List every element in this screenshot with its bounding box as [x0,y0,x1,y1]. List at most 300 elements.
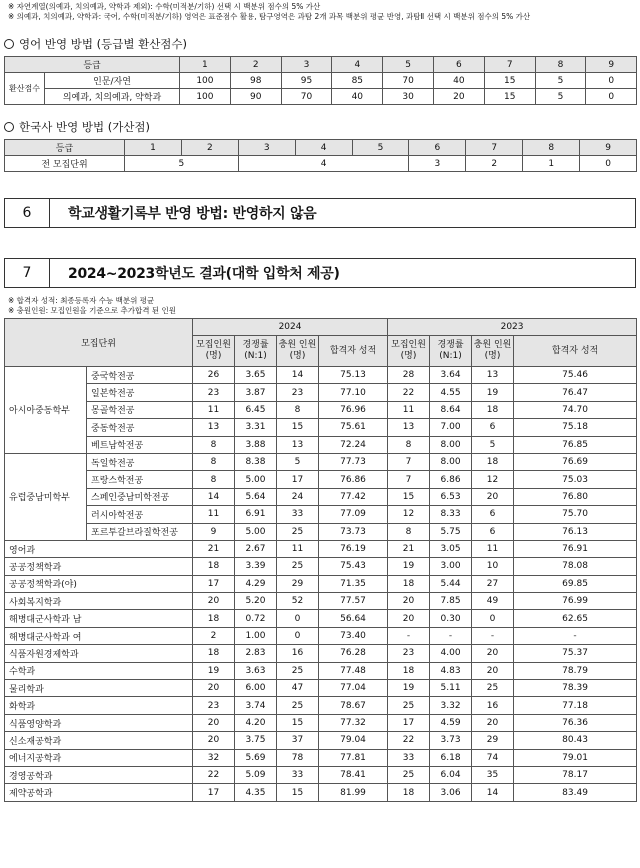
value-cell: 0 [277,610,319,627]
value-cell: 77.10 [319,384,388,401]
value-cell: 19 [388,680,430,697]
unit-name: 스페인중남미학전공 [87,488,193,505]
score-cell: 30 [383,89,434,105]
unit-name: 공공정책학과(야) [5,575,193,592]
value-cell: 33 [388,749,430,766]
value-cell: 37 [277,732,319,749]
score-cell: 70 [383,73,434,89]
score-cell: 95 [281,73,332,89]
value-cell: 11 [388,401,430,418]
grade-cell: 3 [238,140,295,156]
col-header: 합격자 성적 [319,336,388,367]
value-cell: 7 [388,453,430,470]
row-label: 전 모집단위 [5,156,125,172]
english-section-title: 영어 반영 방법 (등급별 환산점수) [4,36,640,52]
value-cell: 5 [277,453,319,470]
value-cell: 3.39 [235,558,277,575]
table-row [5,645,637,662]
value-cell: 20 [388,593,430,610]
value-cell: 76.91 [514,540,637,557]
value-cell: 21 [193,540,235,557]
col-header: 경쟁률 (N:1) [235,336,277,367]
table-row [5,697,637,714]
value-cell: 6 [472,419,514,436]
result-notes [0,296,640,316]
value-cell: 20 [472,645,514,662]
value-cell: 25 [277,558,319,575]
score-cell: 15 [484,89,535,105]
value-cell: 18 [472,401,514,418]
value-cell: 7 [388,471,430,488]
grade-cell: 4 [295,140,352,156]
table-row [5,419,637,436]
table-row [5,540,637,557]
table-row [5,749,637,766]
value-cell: 21 [388,540,430,557]
unit-name: 영어과 [5,540,193,557]
value-cell: - [388,627,430,644]
value-cell: 0 [277,627,319,644]
value-cell: 3.06 [430,784,472,801]
value-cell: 6.00 [235,680,277,697]
unit-name: 중동학전공 [87,419,193,436]
grade-cell: 4 [332,57,383,73]
unit-name: 프랑스학전공 [87,471,193,488]
unit-name: 일본학전공 [87,384,193,401]
value-cell: 18 [193,645,235,662]
value-cell: 11 [472,540,514,557]
value-cell: 23 [193,697,235,714]
value-cell: 75.46 [514,367,637,384]
value-cell: 5.09 [235,766,277,783]
value-cell: 76.28 [319,645,388,662]
score-cell: 2 [466,156,523,172]
value-cell: 2 [193,627,235,644]
unit-name: 중국학전공 [87,367,193,384]
value-cell: 22 [193,766,235,783]
value-cell: 4.29 [235,575,277,592]
value-cell: 77.42 [319,488,388,505]
value-cell: 77.81 [319,749,388,766]
english-table [4,56,637,105]
value-cell: 8 [388,523,430,540]
value-cell: 83.49 [514,784,637,801]
value-cell: 7.85 [430,593,472,610]
value-cell: 3.64 [430,367,472,384]
circle-bullet-icon [4,39,14,49]
grade-cell: 6 [409,140,466,156]
note-line: ※ 합격자 성적: 최종등록자 수능 백분위 평균 [8,296,155,305]
value-cell: 77.18 [514,697,637,714]
value-cell: 79.04 [319,732,388,749]
row-label: 의예과, 치의예과, 약학과 [45,89,180,105]
value-cell: 20 [193,732,235,749]
group-name: 유럽중남미학부 [5,453,87,540]
grade-cell: 1 [180,57,231,73]
value-cell: 16 [472,697,514,714]
grade-cell: 5 [352,140,409,156]
value-cell: 20 [193,680,235,697]
value-cell: 25 [388,697,430,714]
note-line: ※ 자연계열(의예과, 치의예과, 약학과 제외): 수학(미적분/기하) 선택 시 백분위 점수의 5% 가산 [8,2,321,11]
value-cell: 72.24 [319,436,388,453]
value-cell: 56.64 [319,610,388,627]
value-cell: 25 [388,766,430,783]
year-header: 2024 [193,319,388,336]
value-cell: 19 [388,558,430,575]
value-cell: 3.65 [235,367,277,384]
value-cell: 77.73 [319,453,388,470]
value-cell: 5.44 [430,575,472,592]
value-cell: 76.85 [514,436,637,453]
value-cell: 80.43 [514,732,637,749]
grade-cell: 7 [484,57,535,73]
value-cell: 17 [193,784,235,801]
value-cell: 22 [388,384,430,401]
col-header: 충원 인원(명) [472,336,514,367]
value-cell: 79.01 [514,749,637,766]
value-cell: 3.75 [235,732,277,749]
grade-label: 등급 [5,57,180,73]
value-cell: 74 [472,749,514,766]
side-label: 환산점수 [5,73,45,105]
unit-name: 제약공학과 [5,784,193,801]
value-cell: 78.79 [514,662,637,679]
english-row-medical [5,89,637,105]
value-cell: 78.08 [514,558,637,575]
col-header: 경쟁률 (N:1) [430,336,472,367]
value-cell: 8.00 [430,453,472,470]
value-cell: - [430,627,472,644]
value-cell: 8.64 [430,401,472,418]
unit-name: 해병대군사학과 여 [5,627,193,644]
value-cell: 20 [472,488,514,505]
value-cell: 6.91 [235,506,277,523]
results-table [4,318,637,802]
table-row [5,401,637,418]
year-header: 2023 [388,319,637,336]
unit-name: 물리학과 [5,680,193,697]
value-cell: 5.20 [235,593,277,610]
grade-cell: 8 [535,57,586,73]
table-row [5,610,637,627]
value-cell: 6.53 [430,488,472,505]
value-cell: 17 [193,575,235,592]
value-cell: 5.11 [430,680,472,697]
value-cell: 78.67 [319,697,388,714]
table-row [5,436,637,453]
value-cell: 8.33 [430,506,472,523]
unit-header: 모집단위 [5,319,193,367]
unit-name: 공공정책학과 [5,558,193,575]
section-6-heading [4,198,636,228]
value-cell: 2.67 [235,540,277,557]
value-cell: 69.85 [514,575,637,592]
value-cell: 75.18 [514,419,637,436]
value-cell: 8 [388,436,430,453]
score-cell: 40 [434,73,485,89]
value-cell: 13 [472,367,514,384]
value-cell: 5.00 [235,523,277,540]
value-cell: 12 [388,506,430,523]
value-cell: 18 [472,453,514,470]
value-cell: 5.75 [430,523,472,540]
value-cell: 19 [193,662,235,679]
value-cell: 77.32 [319,714,388,731]
table-row [5,506,637,523]
col-header: 모집인원 (명) [388,336,430,367]
grade-cell: 6 [434,57,485,73]
table-row [5,488,637,505]
value-cell: 14 [277,367,319,384]
value-cell: 76.36 [514,714,637,731]
value-cell: 3.32 [430,697,472,714]
grade-cell: 2 [181,140,238,156]
value-cell: 74.70 [514,401,637,418]
value-cell: 3.05 [430,540,472,557]
value-cell: 73.40 [319,627,388,644]
value-cell: 18 [193,610,235,627]
value-cell: 27 [472,575,514,592]
value-cell: 81.99 [319,784,388,801]
value-cell: 9 [193,523,235,540]
value-cell: 8.00 [430,436,472,453]
score-cell: 3 [409,156,466,172]
value-cell: 4.55 [430,384,472,401]
value-cell: 19 [472,384,514,401]
unit-name: 화학과 [5,697,193,714]
value-cell: 77.04 [319,680,388,697]
value-cell: 3.31 [235,419,277,436]
row-label: 인문/자연 [45,73,180,89]
value-cell: 5 [472,436,514,453]
value-cell: 4.20 [235,714,277,731]
score-cell: 4 [238,156,409,172]
year-header-row [5,319,637,336]
grade-cell: 3 [281,57,332,73]
table-row [5,575,637,592]
value-cell: 52 [277,593,319,610]
value-cell: 75.37 [514,645,637,662]
value-cell: 3.88 [235,436,277,453]
note-line: ※ 충원인원: 모집인원을 기준으로 추가합격 된 인원 [8,306,177,315]
score-cell: 100 [180,89,231,105]
value-cell: 8 [193,436,235,453]
value-cell: 75.70 [514,506,637,523]
value-cell: 5.64 [235,488,277,505]
value-cell: 76.80 [514,488,637,505]
value-cell: 25 [472,680,514,697]
value-cell: 47 [277,680,319,697]
value-cell: 20 [193,714,235,731]
value-cell: 49 [472,593,514,610]
history-header-row [5,140,637,156]
value-cell: 13 [277,436,319,453]
value-cell: 18 [193,558,235,575]
value-cell: 6.86 [430,471,472,488]
value-cell: 20 [472,714,514,731]
score-cell: 5 [535,89,586,105]
value-cell: 8 [277,401,319,418]
value-cell: - [514,627,637,644]
table-row [5,471,637,488]
value-cell: 7.00 [430,419,472,436]
value-cell: 24 [277,488,319,505]
table-row [5,732,637,749]
value-cell: 76.86 [319,471,388,488]
value-cell: 13 [193,419,235,436]
value-cell: 76.13 [514,523,637,540]
table-row [5,367,637,384]
value-cell: 18 [388,662,430,679]
value-cell: 75.43 [319,558,388,575]
score-cell: 0 [586,73,637,89]
history-section-title: 한국사 반영 방법 (가산점) [4,119,640,135]
table-row [5,784,637,801]
value-cell: 6 [472,506,514,523]
value-cell: 15 [277,419,319,436]
value-cell: 11 [193,401,235,418]
value-cell: 0.72 [235,610,277,627]
value-cell: 71.35 [319,575,388,592]
value-cell: 15 [277,784,319,801]
value-cell: 15 [277,714,319,731]
grade-cell: 7 [466,140,523,156]
value-cell: 14 [193,488,235,505]
score-cell: 85 [332,73,383,89]
value-cell: 32 [193,749,235,766]
value-cell: 78.17 [514,766,637,783]
value-cell: 18 [388,784,430,801]
grade-label: 등급 [5,140,125,156]
value-cell: 28 [388,367,430,384]
col-header: 모집인원 (명) [193,336,235,367]
col-header: 충원 인원(명) [277,336,319,367]
value-cell: 8 [193,471,235,488]
score-cell: 40 [332,89,383,105]
score-cell: 1 [523,156,580,172]
value-cell: 35 [472,766,514,783]
table-row [5,627,637,644]
value-cell: 77.48 [319,662,388,679]
value-cell: 77.57 [319,593,388,610]
grade-cell: 9 [586,57,637,73]
unit-name: 독일학전공 [87,453,193,470]
value-cell: 3.00 [430,558,472,575]
value-cell: 5.69 [235,749,277,766]
col-header: 합격자 성적 [514,336,637,367]
score-cell: 0 [580,156,637,172]
grade-cell: 2 [230,57,281,73]
value-cell: 62.65 [514,610,637,627]
group-name: 아시아중동학부 [5,367,87,454]
circle-bullet-icon [4,122,14,132]
section-title: 학교생활기록부 반영 방법: 반영하지 않음 [68,206,317,222]
value-cell: 76.19 [319,540,388,557]
value-cell: 16 [277,645,319,662]
table-row [5,593,637,610]
value-cell: 25 [277,697,319,714]
value-cell: 29 [472,732,514,749]
value-cell: 78.39 [514,680,637,697]
unit-name: 포르투갈브라질학전공 [87,523,193,540]
value-cell: 26 [193,367,235,384]
value-cell: 78.41 [319,766,388,783]
value-cell: 25 [277,662,319,679]
unit-name: 해병대군사학과 남 [5,610,193,627]
value-cell: 75.13 [319,367,388,384]
value-cell: 78 [277,749,319,766]
value-cell: 25 [277,523,319,540]
english-row-humanities [5,73,637,89]
grade-cell: 9 [580,140,637,156]
score-cell: 90 [230,89,281,105]
value-cell: 73.73 [319,523,388,540]
table-row [5,680,637,697]
value-cell: 6 [472,523,514,540]
value-cell: 75.03 [514,471,637,488]
value-cell: 4.83 [430,662,472,679]
value-cell: 4.59 [430,714,472,731]
value-cell: 14 [472,784,514,801]
value-cell: 4.35 [235,784,277,801]
grade-cell: 8 [523,140,580,156]
unit-name: 수학과 [5,662,193,679]
value-cell: 15 [388,488,430,505]
grade-cell: 5 [383,57,434,73]
score-cell: 15 [484,73,535,89]
value-cell: 5.00 [235,471,277,488]
note-line: ※ 의예과, 치의예과, 약학과: 국어, 수학(미적분/기하) 영역은 표준점수 활용, 탐구영역은 과탐 2개 과목 백분위 평균 반영, 과탐Ⅱ 선택 시 백분위 점수의 5% 가산 [8,12,531,21]
score-cell: 100 [180,73,231,89]
table-row [5,453,637,470]
unit-name: 식품자원경제학과 [5,645,193,662]
unit-name: 베트남학전공 [87,436,193,453]
english-header-row [5,57,637,73]
value-cell: 18 [388,575,430,592]
table-row [5,384,637,401]
value-cell: 3.73 [430,732,472,749]
table-row [5,714,637,731]
score-cell: 5 [125,156,239,172]
value-cell: 23 [277,384,319,401]
unit-name: 몽골학전공 [87,401,193,418]
value-cell: 76.96 [319,401,388,418]
unit-name: 신소재공학과 [5,732,193,749]
value-cell: 23 [193,384,235,401]
score-cell: 20 [434,89,485,105]
unit-name: 러시아학전공 [87,506,193,523]
section-title: 2024~2023학년도 결과(대학 입학처 제공) [68,266,340,282]
value-cell: 8.38 [235,453,277,470]
value-cell: 1.00 [235,627,277,644]
value-cell: 20 [388,610,430,627]
score-cell: 70 [281,89,332,105]
value-cell: 0.30 [430,610,472,627]
value-cell: 29 [277,575,319,592]
value-cell: 17 [388,714,430,731]
value-cell: 6.04 [430,766,472,783]
history-row [5,156,637,172]
value-cell: - [472,627,514,644]
history-table [4,139,637,172]
unit-name: 경영공학과 [5,766,193,783]
value-cell: 3.63 [235,662,277,679]
value-cell: 20 [193,593,235,610]
value-cell: 8 [193,453,235,470]
value-cell: 23 [388,645,430,662]
value-cell: 6.45 [235,401,277,418]
